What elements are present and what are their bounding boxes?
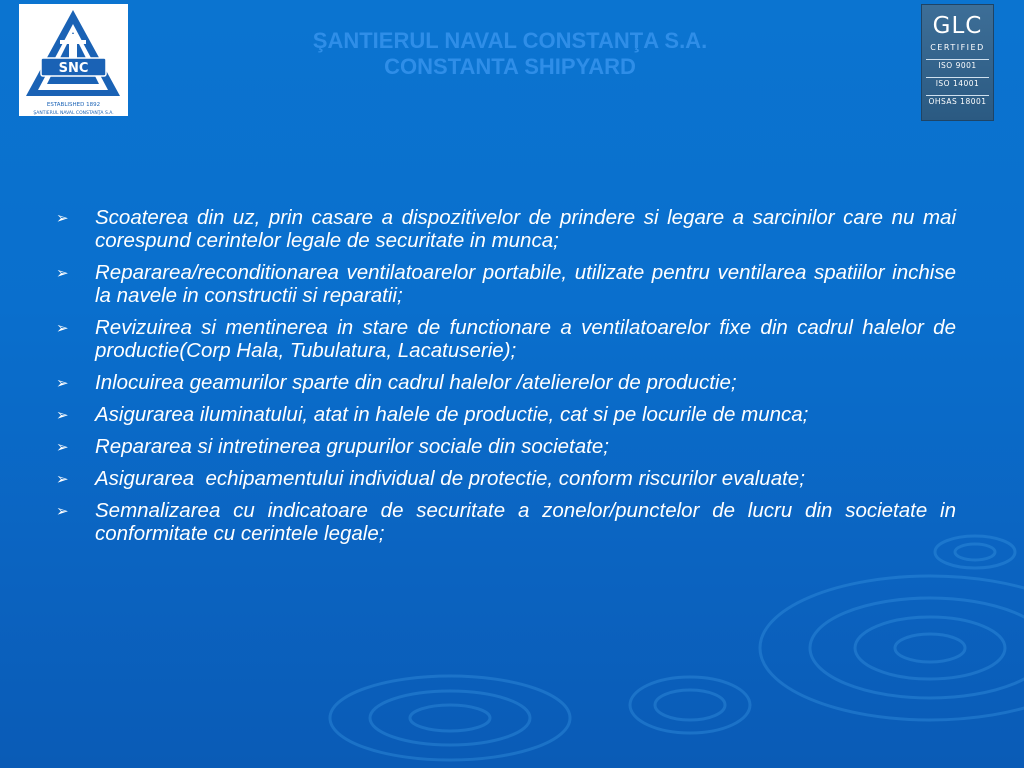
list-item-text: Semnalizarea cu indicatoare de securitate a zonelor/punctelor de lucru din societate in conformitate cu cerintele legale;	[95, 499, 956, 545]
list-item	[56, 261, 956, 307]
glc-certified-label: CERTIFIED	[930, 43, 985, 52]
arrow-bullet-icon: ➢	[56, 407, 69, 424]
list-item	[56, 403, 956, 426]
list-item	[56, 316, 956, 362]
arrow-bullet-icon: ➢	[56, 375, 69, 392]
snc-established: ESTABLISHED 1892	[46, 102, 101, 108]
arrow-bullet-icon: ➢	[56, 503, 69, 520]
list-item-text: Inlocuirea geamurilor sparte din cadrul halelor /atelierelor de productie;	[95, 371, 737, 394]
list-item	[56, 435, 956, 458]
arrow-bullet-icon: ➢	[56, 320, 69, 337]
glc-certified-badge-icon	[921, 4, 994, 121]
list-item	[56, 467, 956, 490]
arrow-bullet-icon: ➢	[56, 265, 69, 282]
glc-title: GLC	[932, 13, 983, 39]
title-line-2: CONSTANTA SHIPYARD	[384, 54, 636, 79]
snc-company-name: ŞANTIERUL NAVAL CONSTANŢA S.A.	[33, 111, 114, 116]
arrow-bullet-icon: ➢	[56, 210, 69, 227]
list-item	[56, 371, 956, 394]
snc-logo	[19, 4, 128, 116]
list-item	[56, 206, 956, 252]
glc-standard: ISO 9001	[926, 59, 989, 71]
snc-shipyard-logo-icon	[19, 4, 128, 116]
list-item-text: Scoaterea din uz, prin casare a dispozitivelor de prindere si legare a sarcinilor care nu mai corespund cerintelor legale de securitate in munca;	[95, 206, 956, 252]
list-item-text: Repararea/reconditionarea ventilatoarelor portabile, utilizate pentru ventilarea spatiilor inchise la navele in constructii si reparatii;	[95, 261, 956, 307]
title-line-1: ŞANTIERUL NAVAL CONSTANŢA S.A.	[312, 28, 708, 53]
list-item-text: Revizuirea si mentinerea in stare de functionare a ventilatoarelor fixe din cadrul halelor de productie(Corp Hala, Tubulatura, Lacatuserie);	[95, 316, 956, 362]
arrow-bullet-icon: ➢	[56, 439, 69, 456]
list-item	[56, 499, 956, 545]
arrow-bullet-icon: ➢	[56, 471, 69, 488]
bullet-list	[56, 206, 956, 545]
list-item-text: Repararea si intretinerea grupurilor sociale din societate;	[95, 435, 609, 458]
snc-monogram: SNC	[58, 61, 89, 76]
page-title	[160, 28, 860, 80]
glc-standard: ISO 14001	[926, 77, 989, 89]
bullet-list-container	[56, 206, 956, 554]
list-item-text: Asigurarea iluminatului, atat in halele de productie, cat si pe locurile de munca;	[95, 403, 809, 426]
list-item-text: Asigurarea echipamentului individual de protectie, conform riscurilor evaluate;	[95, 467, 805, 490]
glc-standard: OHSAS 18001	[926, 95, 989, 107]
